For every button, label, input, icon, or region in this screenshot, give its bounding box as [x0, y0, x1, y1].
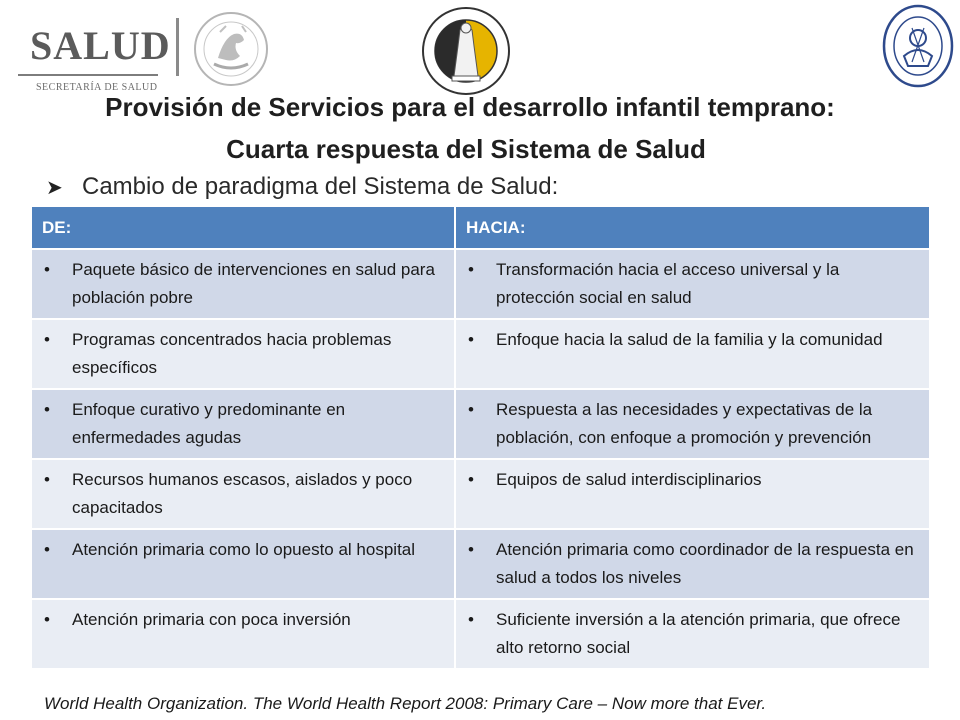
column-header-de: DE: [32, 207, 455, 249]
table-row [32, 599, 929, 668]
cell-text: Enfoque curativo y predominante en enfermedades agudas [72, 400, 346, 447]
table-cell [32, 319, 455, 389]
cell-text: Enfoque hacia la salud de la familia y la comunidad [496, 330, 883, 349]
bullet-icon: • [44, 260, 50, 279]
table-cell [32, 389, 455, 459]
table-row [32, 249, 929, 319]
table-cell [455, 529, 929, 599]
academia-nacional-medicina-seal-icon [420, 6, 512, 96]
citation-footer: World Health Organization. The World Health Report 2008: Primary Care – Now more that Ever. [44, 694, 767, 713]
arrow-bullet-icon: ➤ [46, 177, 63, 199]
table-row [32, 389, 929, 459]
cell-text: Atención primaria como coordinador de la respuesta en salud a todos los niveles [496, 540, 914, 587]
bullet-icon: • [468, 470, 474, 489]
cell-text: Equipos de salud interdisciplinarios [496, 470, 762, 489]
column-header-hacia: HACIA: [455, 207, 929, 249]
salud-logo [8, 22, 171, 93]
salud-logo-word: SALUD [30, 23, 171, 68]
page-title-line-1: Provisión de Servicios para el desarrollo infantil temprano: [105, 92, 835, 122]
bullet-icon: • [44, 610, 50, 629]
bullet-icon: • [468, 400, 474, 419]
page-title-line-2: Cuarta respuesta del Sistema de Salud [226, 134, 706, 164]
table-row [32, 529, 929, 599]
subtitle-text: Cambio de paradigma del Sistema de Salud: [82, 173, 559, 200]
cell-text: Suficiente inversión a la atención primaria, que ofrece alto retorno social [496, 610, 901, 657]
mexico-coat-of-arms-icon [190, 10, 272, 88]
table-header-row [32, 207, 929, 249]
cell-text: Respuesta a las necesidades y expectativas de la población, con enfoque a promoción y prevención [496, 400, 873, 447]
table-cell [455, 249, 929, 319]
bullet-icon: • [44, 470, 50, 489]
bullet-icon: • [44, 540, 50, 559]
bullet-icon: • [468, 330, 474, 349]
cell-text: Atención primaria como lo opuesto al hospital [72, 540, 416, 559]
table-cell [32, 599, 455, 668]
table-cell [455, 389, 929, 459]
bullet-icon: • [468, 610, 474, 629]
cell-text: Transformación hacia el acceso universal y la protección social en salud [496, 260, 840, 307]
table-cell [455, 319, 929, 389]
bullet-icon: • [44, 400, 50, 419]
salud-logo-rule [18, 74, 158, 76]
table-cell [455, 599, 929, 668]
table-row [32, 319, 929, 389]
table-row [32, 459, 929, 529]
subtitle [46, 173, 558, 201]
table-cell [32, 529, 455, 599]
cell-text: Atención primaria con poca inversión [72, 610, 351, 629]
table-cell [32, 459, 455, 529]
cell-text: Paquete básico de intervenciones en salud para población pobre [72, 260, 435, 307]
table-cell [32, 249, 455, 319]
paradigm-table [32, 207, 929, 668]
bullet-icon: • [44, 330, 50, 349]
logo-divider [176, 18, 179, 76]
hospital-infantil-seal-icon [882, 4, 954, 88]
cell-text: Programas concentrados hacia problemas específicos [72, 330, 392, 377]
salud-logo-subtitle: SECRETARÍA DE SALUD [36, 82, 158, 93]
bullet-icon: • [468, 540, 474, 559]
cell-text: Recursos humanos escasos, aislados y poco capacitados [72, 470, 413, 517]
bullet-icon: • [468, 260, 474, 279]
table-cell [455, 459, 929, 529]
